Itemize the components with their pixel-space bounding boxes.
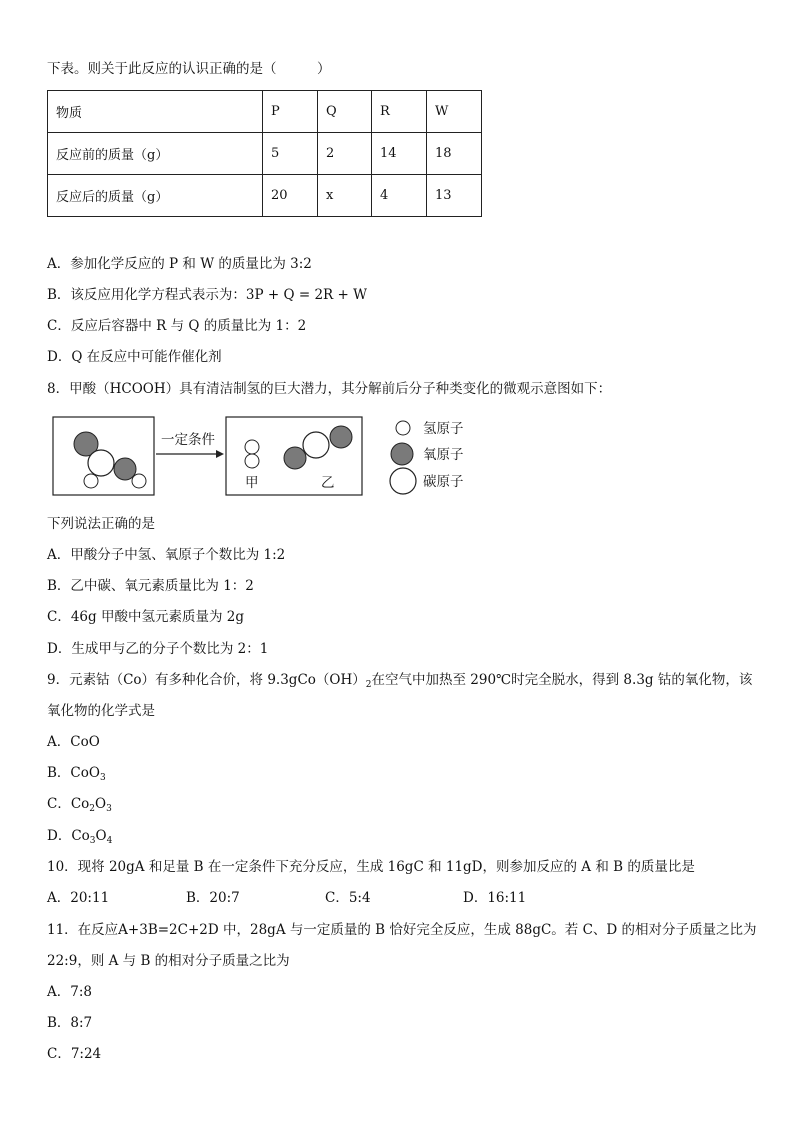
arrow-label: 一定条件 <box>161 432 215 448</box>
table-cell: x <box>318 175 372 217</box>
table-cell: 反应前的质量（g） <box>48 133 263 175</box>
q10-option-a[interactable]: A．20:11 <box>47 890 110 906</box>
question-intro: 下表。则关于此反应的认识正确的是（ ） <box>47 61 331 77</box>
subscript: 3 <box>106 804 112 814</box>
table-cell: 物质 <box>48 91 263 133</box>
table-row <box>48 91 482 133</box>
q7-option-a[interactable]: A．参加化学反应的 P 和 W 的质量比为 3:2 <box>47 256 312 272</box>
oxygen-atom <box>284 447 306 469</box>
hydrogen-atom <box>84 474 98 488</box>
subscript: 2 <box>89 804 96 814</box>
q11-option-a[interactable]: A．7:8 <box>47 984 92 1000</box>
table-cell: 13 <box>427 175 482 217</box>
q9-stem-part: 在空气中加热至 290℃时完全脱水，得到 8.3g 钴的氧化物，该 <box>371 672 753 688</box>
q9-stem-part: 9．元素钴（Co）有多种化合价，将 9.3gCo（OH） <box>47 672 366 688</box>
product-label-yi: 乙 <box>321 475 335 491</box>
oxygen-atom <box>330 426 352 448</box>
q9-stem-line2: 氧化物的化学式是 <box>47 703 155 719</box>
table-row <box>48 133 482 175</box>
subscript: 3 <box>89 836 96 846</box>
product-label-jia: 甲 <box>245 475 259 491</box>
q11-stem-line2: 22:9，则 A 与 B 的相对分子质量之比为 <box>47 953 290 969</box>
formula: O <box>95 796 107 812</box>
hydrogen-atom <box>245 440 259 454</box>
legend-carbon-label: 碳原子 <box>423 474 464 490</box>
q11-option-b[interactable]: B．8:7 <box>47 1015 93 1031</box>
legend-hydrogen-label: 氢原子 <box>423 421 464 437</box>
carbon-atom <box>303 432 329 458</box>
hydrogen-atom <box>245 454 259 468</box>
table-cell: W <box>427 91 482 133</box>
q7-option-b[interactable]: B．该反应用化学方程式表示为：3P + Q = 2R + W <box>47 287 367 303</box>
q11-option-c[interactable]: C．7:24 <box>47 1046 102 1062</box>
q9-option-b[interactable] <box>47 764 106 787</box>
q9-option-c[interactable] <box>47 795 112 818</box>
table-cell: 20 <box>263 175 318 217</box>
q8-sub-stem: 下列说法正确的是 <box>47 516 155 532</box>
mass-table <box>47 90 482 217</box>
q10-option-b[interactable]: B．20:7 <box>186 890 240 906</box>
q7-option-c[interactable]: C．反应后容器中 R 与 Q 的质量比为 1：2 <box>47 318 307 334</box>
table-cell: 4 <box>372 175 427 217</box>
oxygen-atom <box>74 432 98 456</box>
subscript: 2 <box>365 680 372 690</box>
table-cell: 18 <box>427 133 482 175</box>
formula: O <box>95 828 107 844</box>
legend-carbon-icon <box>390 468 416 494</box>
formula: A．CoO <box>47 734 100 750</box>
q8-option-b[interactable]: B．乙中碳、氧元素质量比为 1：2 <box>47 578 254 594</box>
q9-option-d[interactable] <box>47 827 112 850</box>
legend-oxygen-label: 氧原子 <box>423 447 464 463</box>
q8-option-d[interactable]: D．生成甲与乙的分子个数比为 2：1 <box>47 641 269 657</box>
q10-option-c[interactable]: C．5:4 <box>325 890 371 906</box>
table-cell: Q <box>318 91 372 133</box>
reactant-box <box>53 417 154 495</box>
formula: C．Co <box>47 796 90 812</box>
table-cell: 反应后的质量（g） <box>48 175 263 217</box>
q8-option-c[interactable]: C．46g 甲酸中氢元素质量为 2g <box>47 609 244 625</box>
q8-stem: 8．甲酸（HCOOH）具有清洁制氢的巨大潜力，其分解前后分子种类变化的微观示意图如下： <box>47 381 612 397</box>
table-cell: 5 <box>263 133 318 175</box>
table-row <box>48 175 482 217</box>
q10-option-d[interactable]: D．16:11 <box>463 890 527 906</box>
table-cell: P <box>263 91 318 133</box>
subscript: 4 <box>106 836 113 846</box>
hydrogen-atom <box>132 474 146 488</box>
legend-hydrogen-icon <box>396 421 410 435</box>
formula: B．CoO <box>47 765 100 781</box>
q7-option-d[interactable]: D．Q 在反应中可能作催化剂 <box>47 349 222 365</box>
subscript: 3 <box>99 773 106 783</box>
table-cell: 2 <box>318 133 372 175</box>
carbon-atom <box>88 450 114 476</box>
q9-option-a[interactable] <box>47 733 100 751</box>
q10-stem: 10．现将 20gA 和足量 B 在一定条件下充分反应，生成 16gC 和 11gD，则参加反应的 A 和 B 的质量比是 <box>47 859 695 875</box>
formula: D．Co <box>47 828 90 844</box>
table-cell: 14 <box>372 133 427 175</box>
arrow-head <box>216 450 224 458</box>
legend-oxygen-icon <box>391 443 413 465</box>
q11-stem-line1: 11．在反应A+3B=2C+2D 中，28gA 与一定质量的 B 恰好完全反应，生成 88gC。若 C、D 的相对分子质量之比为 <box>47 922 757 938</box>
q9-stem-line1 <box>47 671 752 694</box>
table-cell: R <box>372 91 427 133</box>
oxygen-atom <box>114 458 136 480</box>
q8-option-a[interactable]: A．甲酸分子中氢、氧原子个数比为 1:2 <box>47 547 286 563</box>
